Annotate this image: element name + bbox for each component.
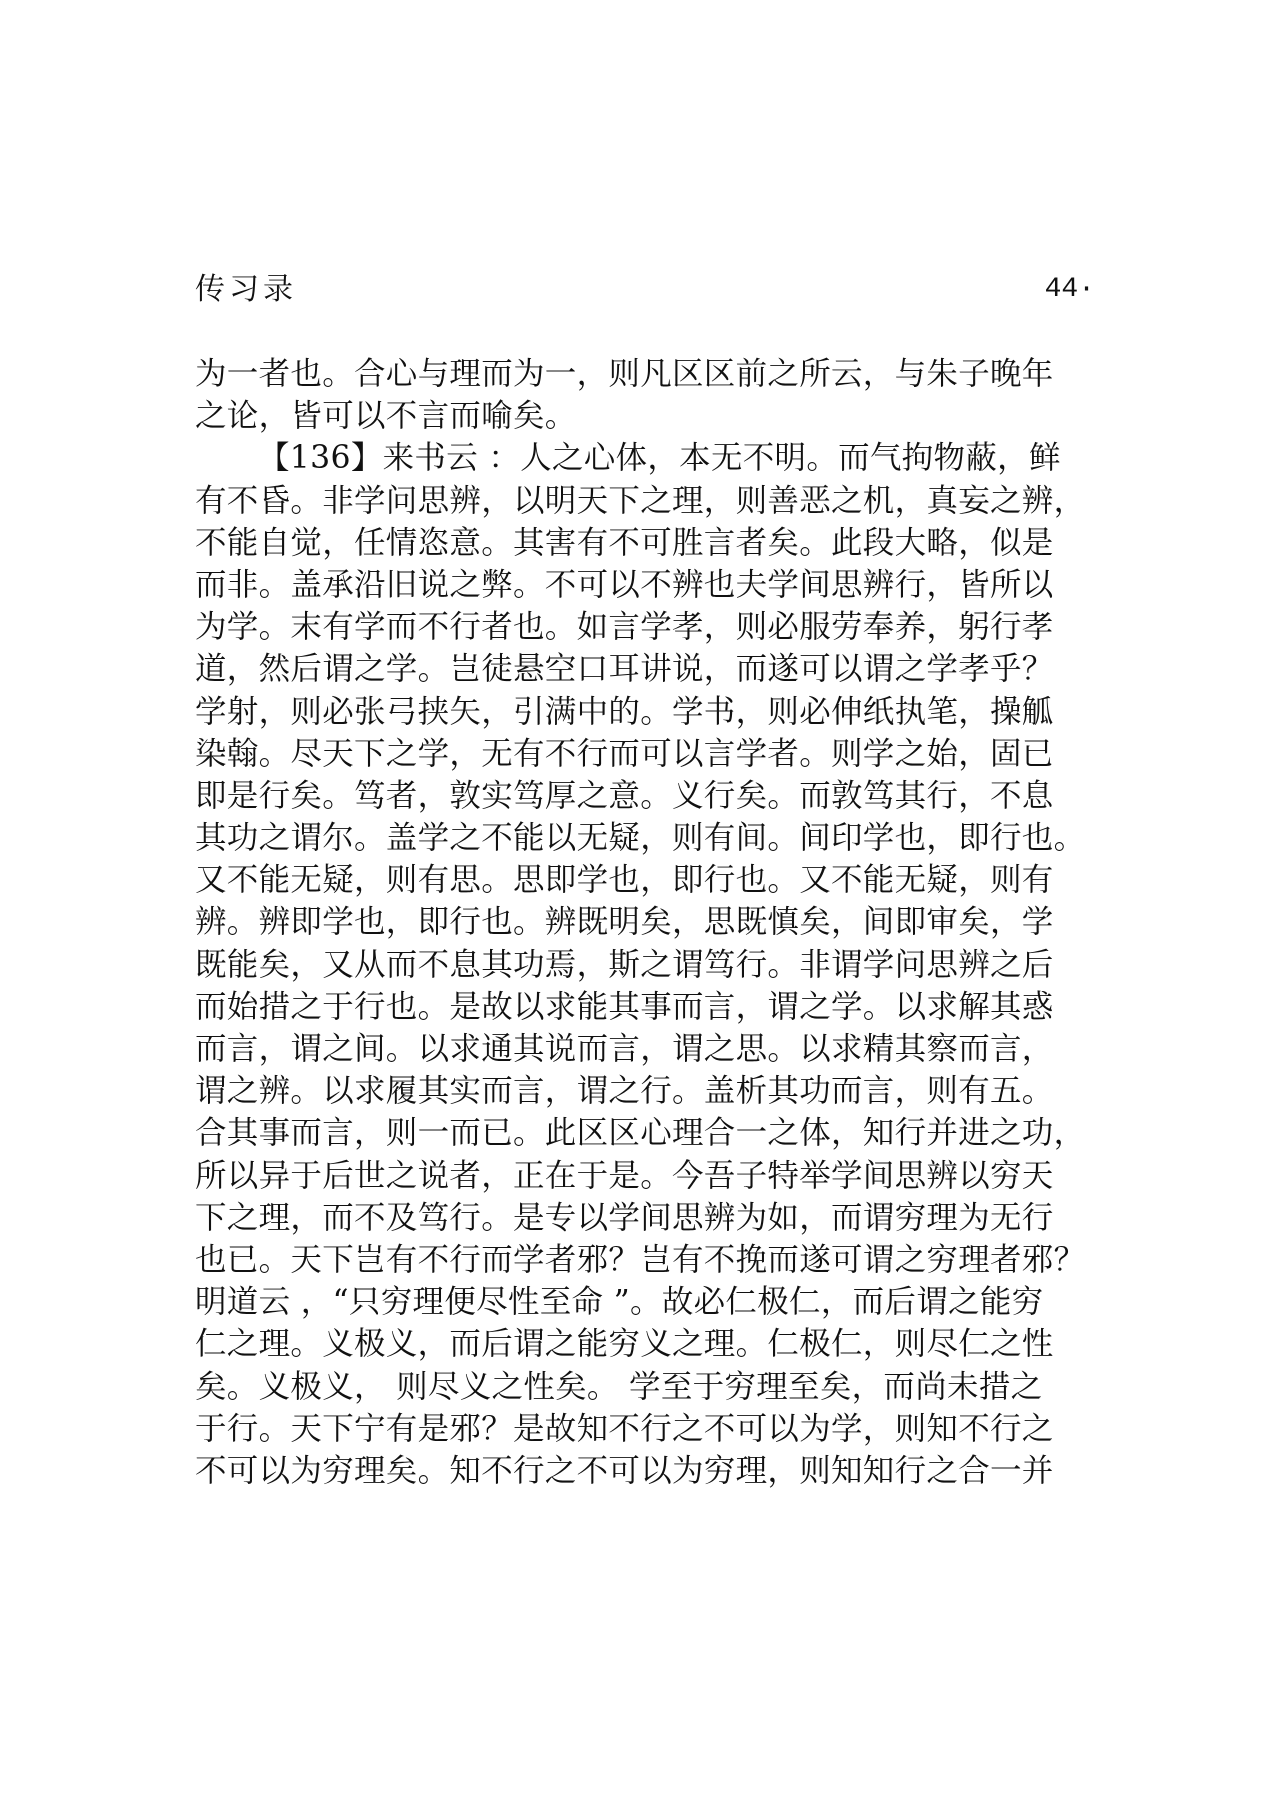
text-line: 不可以为穷理矣。知不行之不可以为穷理，则知知行之合一并 xyxy=(195,1452,1054,1489)
text-line: 所以异于后世之说者，正在于是。今吾子特举学间思辨以穷天 xyxy=(195,1157,1054,1194)
running-header xyxy=(195,268,1095,312)
text-line: 即是行矣。笃者，敦实笃厚之意。义行矣。而敦笃其行，不息 xyxy=(195,777,1054,814)
text-line: 谓之辨。以求履其实而言，谓之行。盖析其功而言，则有五。 xyxy=(195,1073,1054,1110)
text-line: 又不能无疑，则有思。思即学也，即行也。又不能无疑，则有 xyxy=(195,862,1054,899)
text-line: 矣。义极义， 则尽义之性矣。 学至于穷理至矣，而尚未措之 xyxy=(195,1368,1043,1405)
text-line: 为一者也。合心与理而为一，则凡区区前之所云，与朱子晚年 xyxy=(195,356,1054,392)
text-line: 辨。辨即学也，即行也。辨既明矣，思既慎矣，间即审矣，学 xyxy=(195,904,1054,941)
text-line: 而言，谓之间。以求通其说而言，谓之思。以求精其察而言， xyxy=(195,1031,1054,1067)
text-line: 而非。盖承沿旧说之弊。不可以不辨也夫学间思辨行，皆所以 xyxy=(195,566,1054,603)
text-line: 有不昏。非学问思辨，以明天下之理，则善恶之机，真妄之辨， xyxy=(195,482,1086,519)
text-line: 为学。末有学而不行者也。如言学孝，则必服劳奉养，躬行孝 xyxy=(195,609,1054,646)
text-line: 明道云 ，“只穷理便尽性至命 ”。故必仁极仁，而后谓之能穷 xyxy=(195,1284,1044,1321)
text-line: 而始措之于行也。是故以求能其事而言，谓之学。以求解其惑 xyxy=(195,988,1054,1025)
text-line: 下之理，而不及笃行。是专以学间思辨为如，而谓穷理为无行 xyxy=(195,1199,1054,1236)
text-line: 于行。天下宁有是邪？是故知不行之不可以为学，则知不行之 xyxy=(195,1410,1054,1447)
text-line: 合其事而言，则一而已。此区区心理合一之体，知行并进之功， xyxy=(195,1115,1086,1152)
text-line: 也已。天下岂有不行而学者邪？岂有不挽而遂可谓之穷理者邪？ xyxy=(195,1241,1086,1278)
text-line: 染翰。尽天下之学，无有不行而可以言学者。则学之始，固已 xyxy=(195,735,1054,772)
text-line: 之论，皆可以不言而喻矣。 xyxy=(195,398,577,435)
book-title: 传习录 xyxy=(195,272,297,307)
text-line: 既能矣，又从而不息其功焉，斯之谓笃行。非谓学问思辨之后 xyxy=(195,946,1054,983)
text-line: 道，然后谓之学。岂徒悬空口耳讲说，而遂可以谓之学孝乎？ xyxy=(195,651,1054,688)
page-number: 44· xyxy=(1044,274,1095,305)
paragraph-136-start: 【136】来书云 ：人之心体，本无不明。而气拘物蔽，鲜 xyxy=(258,440,1061,477)
text-line: 仁之理。义极义，而后谓之能穷义之理。仁极仁，则尽仁之性 xyxy=(195,1326,1054,1363)
text-line: 学射，则必张弓挟矢，引满中的。学书，则必伸纸执笔，操觚 xyxy=(195,693,1054,730)
text-line: 其功之谓尔。盖学之不能以无疑，则有间。间印学也，即行也。 xyxy=(195,820,1086,857)
body-text xyxy=(195,353,1105,1492)
text-line: 不能自觉，任情恣意。其害有不可胜言者矣。此段大略，似是 xyxy=(195,524,1054,561)
